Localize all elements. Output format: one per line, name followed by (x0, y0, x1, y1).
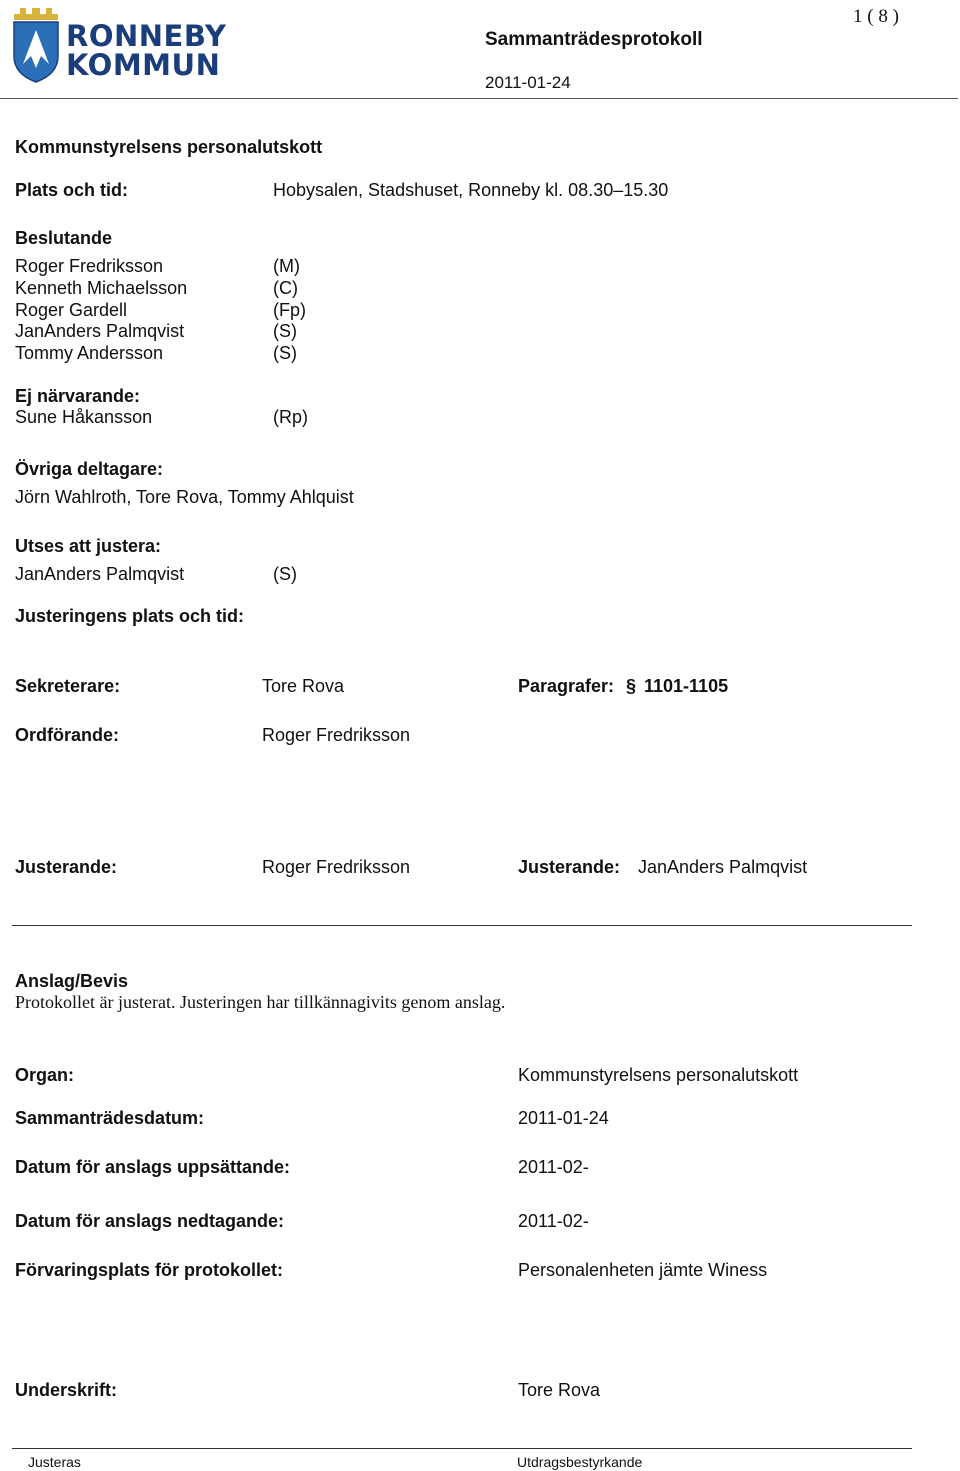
adjuster-party: (S) (273, 564, 297, 584)
footer-certified-label: Utdragsbestyrkande (517, 1454, 643, 1470)
removal-date-value: 2011-02- (518, 1211, 589, 1231)
coat-of-arms-icon (8, 4, 64, 84)
header-divider (0, 98, 958, 99)
decider-party: (S) (273, 343, 297, 363)
committee-name: Kommunstyrelsens personalutskott (15, 137, 323, 157)
signature-value: Tore Rova (518, 1380, 601, 1400)
absent-party: (Rp) (273, 407, 308, 427)
adjuster-2-name: JanAnders Palmqvist (638, 857, 808, 877)
document-date: 2011-01-24 (485, 73, 571, 92)
decider-name: JanAnders Palmqvist (15, 321, 185, 341)
deciders-heading: Beslutande (15, 228, 113, 248)
organ-label: Organ: (15, 1065, 75, 1085)
others-value: Jörn Wahlroth, Tore Rova, Tommy Ahlquist (15, 487, 354, 507)
others-heading: Övriga deltagare: (15, 459, 164, 479)
footer-divider (12, 1448, 912, 1449)
meeting-date-value: 2011-01-24 (518, 1108, 609, 1128)
storage-label: Förvaringsplats för protokollet: (15, 1260, 284, 1280)
paragraph-symbol: § (626, 676, 637, 696)
footer-adjusted-label: Justeras (28, 1454, 81, 1470)
adjuster-name: JanAnders Palmqvist (15, 564, 185, 584)
absent-heading: Ej närvarande: (15, 386, 141, 406)
meeting-date-label: Sammanträdesdatum: (15, 1108, 205, 1128)
document-title: Sammanträdesprotokoll (485, 29, 703, 50)
secretary-name: Tore Rova (262, 676, 345, 696)
adjuster-1-label: Justerande: (15, 857, 118, 877)
notice-text: Protokollet är justerat. Justeringen har tillkännagivits genom anslag. (15, 992, 506, 1012)
adjuster-heading: Utses att justera: (15, 536, 162, 556)
decider-name: Roger Fredriksson (15, 256, 164, 276)
decider-party: (S) (273, 321, 297, 341)
chair-name: Roger Fredriksson (262, 725, 411, 745)
decider-name: Tommy Andersson (15, 343, 164, 363)
paragraphs-label: Paragrafer: (518, 676, 615, 696)
notice-title: Anslag/Bevis (15, 971, 129, 991)
adjust-place-label: Justeringens plats och tid: (15, 606, 245, 626)
organ-value: Kommunstyrelsens personalutskott (518, 1065, 799, 1085)
adjuster-2-label: Justerande: (518, 857, 621, 877)
decider-party: (Fp) (273, 300, 306, 320)
absent-name: Sune Håkansson (15, 407, 153, 427)
ronneby-kommun-logo (4, 2, 227, 82)
page-number: 1 ( 8 ) (853, 6, 899, 27)
storage-value: Personalenheten jämte Winess (518, 1260, 768, 1280)
logo-line-1: RONNEBY (66, 19, 227, 53)
chair-label: Ordförande: (15, 725, 120, 745)
decider-name: Roger Gardell (15, 300, 128, 320)
decider-party: (C) (273, 278, 298, 298)
posting-date-value: 2011-02- (518, 1157, 589, 1177)
secretary-label: Sekreterare: (15, 676, 121, 696)
removal-date-label: Datum för anslags nedtagande: (15, 1211, 285, 1231)
logo-line-2: KOMMUN (66, 48, 221, 82)
adjuster-1-name: Roger Fredriksson (262, 857, 411, 877)
place-time-value: Hobysalen, Stadshuset, Ronneby kl. 08.30–15.30 (273, 180, 669, 200)
place-time-label: Plats och tid: (15, 180, 129, 200)
decider-name: Kenneth Michaelsson (15, 278, 188, 298)
posting-date-label: Datum för anslags uppsättande: (15, 1157, 291, 1177)
paragraphs-value: 1101-1105 (644, 676, 729, 696)
decider-party: (M) (273, 256, 300, 276)
signature-divider (12, 925, 912, 926)
signature-label: Underskrift: (15, 1380, 118, 1400)
